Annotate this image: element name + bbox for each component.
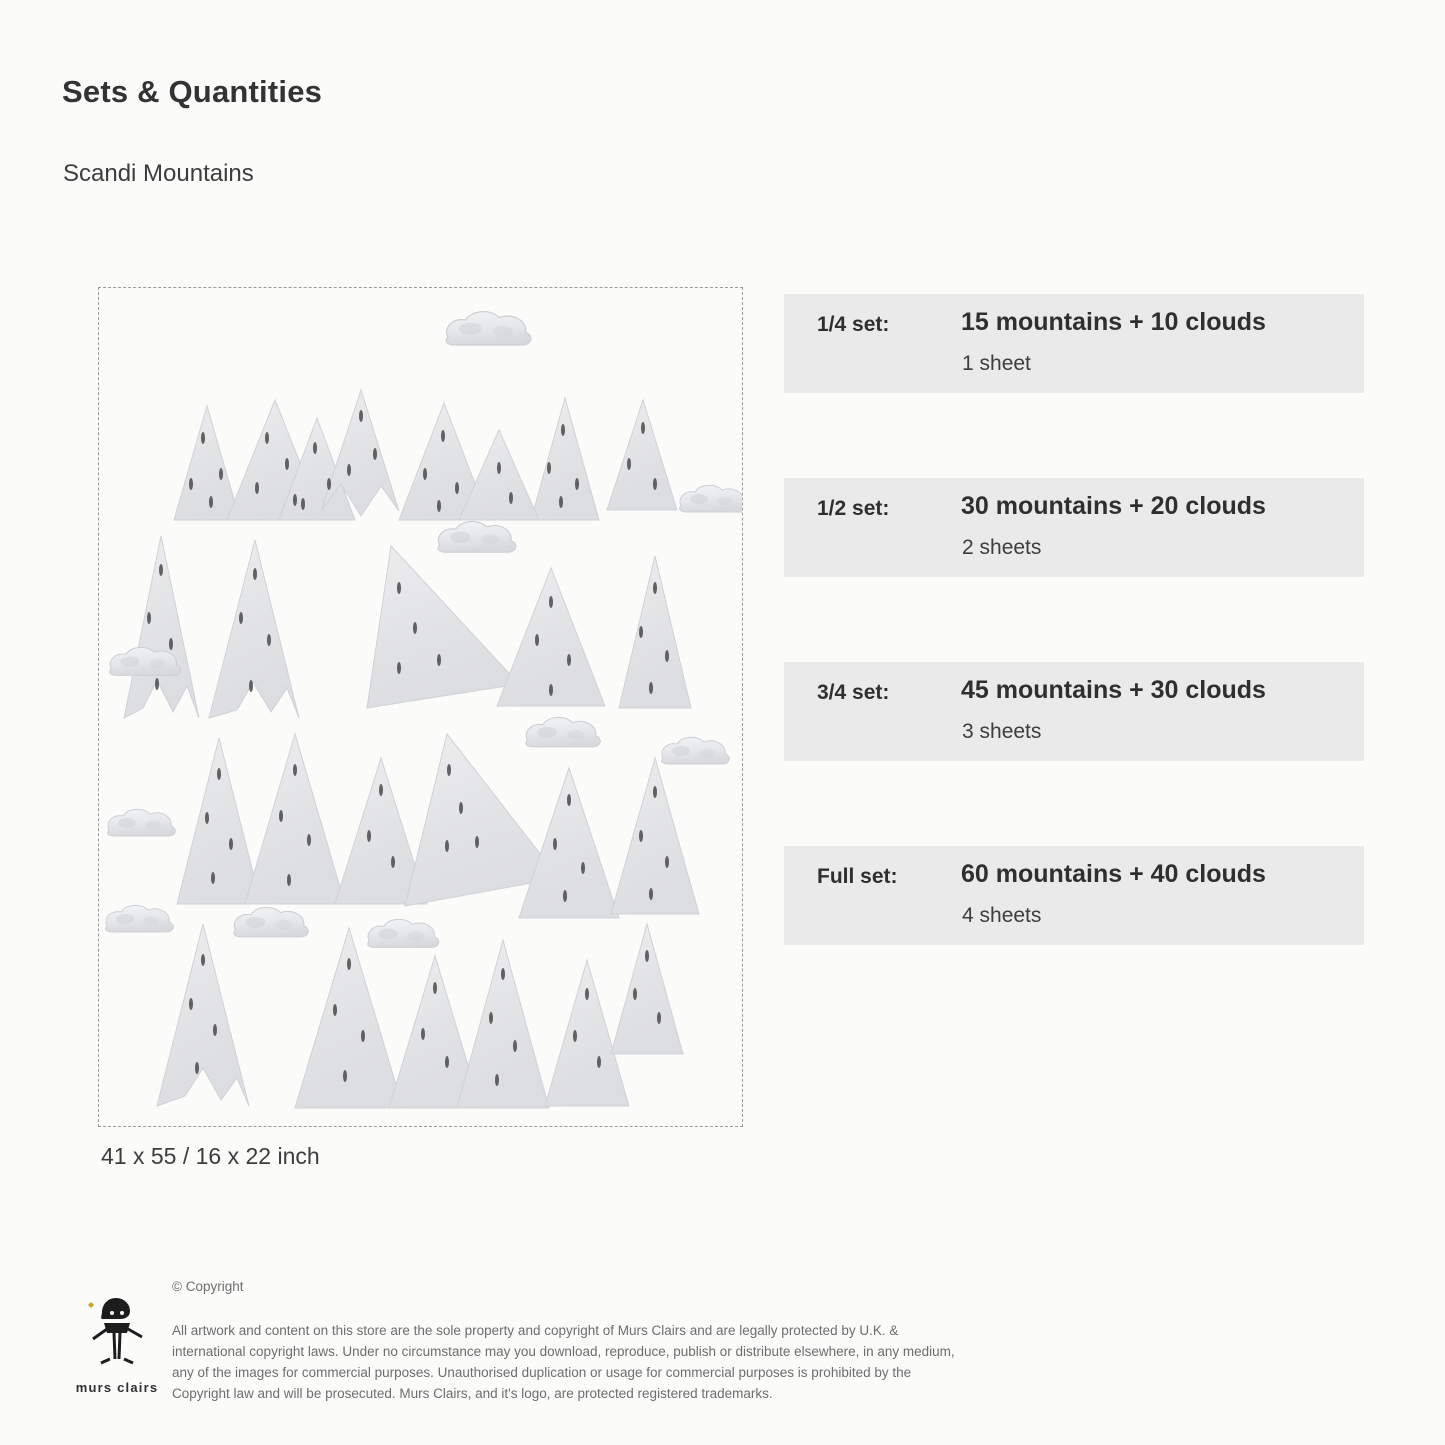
sticker-sheet-preview <box>98 287 743 1127</box>
copyright-heading: © Copyright <box>172 1279 244 1294</box>
product-name: Scandi Mountains <box>63 160 254 187</box>
set-row <box>784 478 1364 577</box>
set-contents: 30 mountains + 20 clouds <box>961 492 1266 520</box>
sheet-size-caption: 41 x 55 / 16 x 22 inch <box>101 1143 320 1169</box>
set-sheets: 4 sheets <box>962 904 1042 927</box>
copyright-text: All artwork and content on this store are the sole property and copyright of Murs Clairs and are legally protected by U.K. & international copyright laws. Under no circumstance may you download, reproduce, publish or distribute elsewhere, in any medium, any of the images for commercial purposes. Unauthorised duplication or usage for commercial purposes is prohibited by the Copyright law and will be prosecuted. Murs Clairs, and it's logo, are protected registered trademarks. <box>172 1323 955 1401</box>
set-sheets: 3 sheets <box>962 720 1042 743</box>
sets-list <box>784 294 1364 945</box>
set-label: Full set: <box>817 865 898 888</box>
brand-logo <box>61 1283 173 1395</box>
page-title: Sets & Quantities <box>62 74 323 109</box>
sheet-artwork <box>99 288 743 1127</box>
set-label: 3/4 set: <box>817 681 890 704</box>
set-label: 1/2 set: <box>817 497 890 520</box>
logo-icon <box>74 1283 160 1369</box>
set-label: 1/4 set: <box>817 313 890 336</box>
set-row <box>784 846 1364 945</box>
set-contents: 60 mountains + 40 clouds <box>961 860 1266 888</box>
set-sheets: 2 sheets <box>962 536 1042 559</box>
set-contents: 45 mountains + 30 clouds <box>961 676 1266 704</box>
set-sheets: 1 sheet <box>962 352 1031 375</box>
brand-name: murs clairs <box>75 1380 159 1395</box>
set-contents: 15 mountains + 10 clouds <box>961 308 1266 336</box>
set-row <box>784 294 1364 393</box>
set-row <box>784 662 1364 761</box>
